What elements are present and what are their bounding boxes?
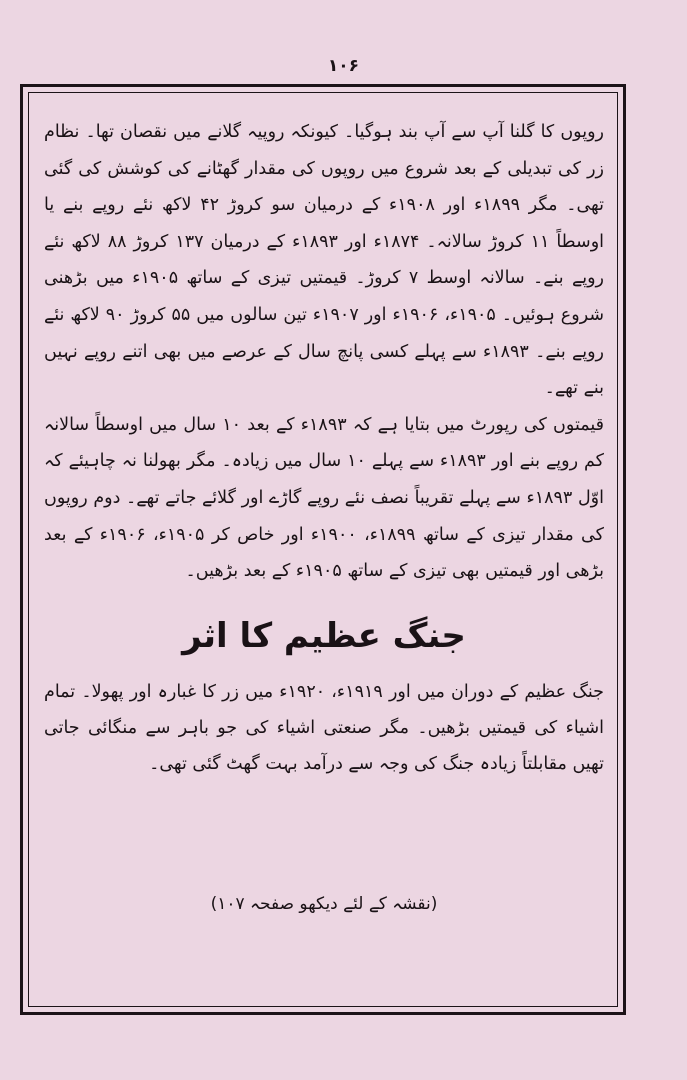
page-number: ۱۰۶ <box>327 56 360 76</box>
paragraph-3: جنگ عظیم کے دوران میں اور ۱۹۱۹ء، ۱۹۲۰ء میں زر کا غبارہ اور پھولا۔ تمام اشیاء کی قیمتیں بڑھیں۔ مگر صنعتی اشیاء کی جو باہر سے منگائی جاتی تھیں مقابلتاً زیادہ جنگ کی وجہ سے درآمد بہت گھٹ گئی تھی۔ <box>44 681 604 774</box>
footnote: (نقشہ کے لئے دیکھو صفحہ ۱۰۷) <box>210 894 438 914</box>
paragraph-1: روپوں کا گلنا آپ سے آپ بند ہوگیا۔ کیونکہ روپیہ گلانے میں نقصان تھا۔ نظام زر کی تبدیلی کے بعد شروع میں روپوں کی مقدار گھٹانے کی کوشش کی گئی تھی۔ مگر ۱۸۹۹ء اور ۱۹۰۸ء کے درمیان سو کروڑ ۴۲ لاکھ نئے روپے بنے یا اوسطاً ۱۱ کروڑ سالانہ۔ ۱۸۷۴ء اور ۱۸۹۳ء کے درمیان ۱۳۷ کروڑ ۸۸ لاکھ نئے روپے بنے۔ سالانہ اوسط ۷ کروڑ۔ قیمتیں تیزی کے ساتھ ۱۹۰۵ء میں بڑھنی شروع ہوئیں۔ ۱۹۰۵ء، ۱۹۰۶ء اور ۱۹۰۷ء تین سالوں میں ۵۵ کروڑ ۹۰ لاکھ نئے روپے بنے۔ ۱۸۹۳ء سے پہلے کسی پانچ سال کے عرصے میں بھی اتنے روپے نہیں بنے تھے۔ <box>44 122 605 399</box>
page-content <box>44 114 604 782</box>
paragraph-2: قیمتوں کی رپورٹ میں بتایا ہے کہ ۱۸۹۳ء کے بعد ۱۰ سال میں اوسطاً سالانہ کم روپے بنے اور ۱۸۹۳ء سے پہلے ۱۰ سال میں زیادہ۔ مگر بھولنا نہ چاہیئے کہ اوّل ۱۸۹۳ء سے پہلے تقریباً نصف نئے روپے گاڑے اور گلائے جاتے تھے۔ دوم روپوں کی مقدار تیزی کے ساتھ ۱۸۹۹ء، ۱۹۰۰ء اور خاص کر ۱۹۰۵ء، ۱۹۰۶ء کے بعد بڑھی اور قیمتیں بھی تیزی کے ساتھ ۱۹۰۵ء کے بعد بڑھیں۔ <box>44 414 604 582</box>
section-heading: جنگ عظیم کا اثر <box>182 615 466 656</box>
